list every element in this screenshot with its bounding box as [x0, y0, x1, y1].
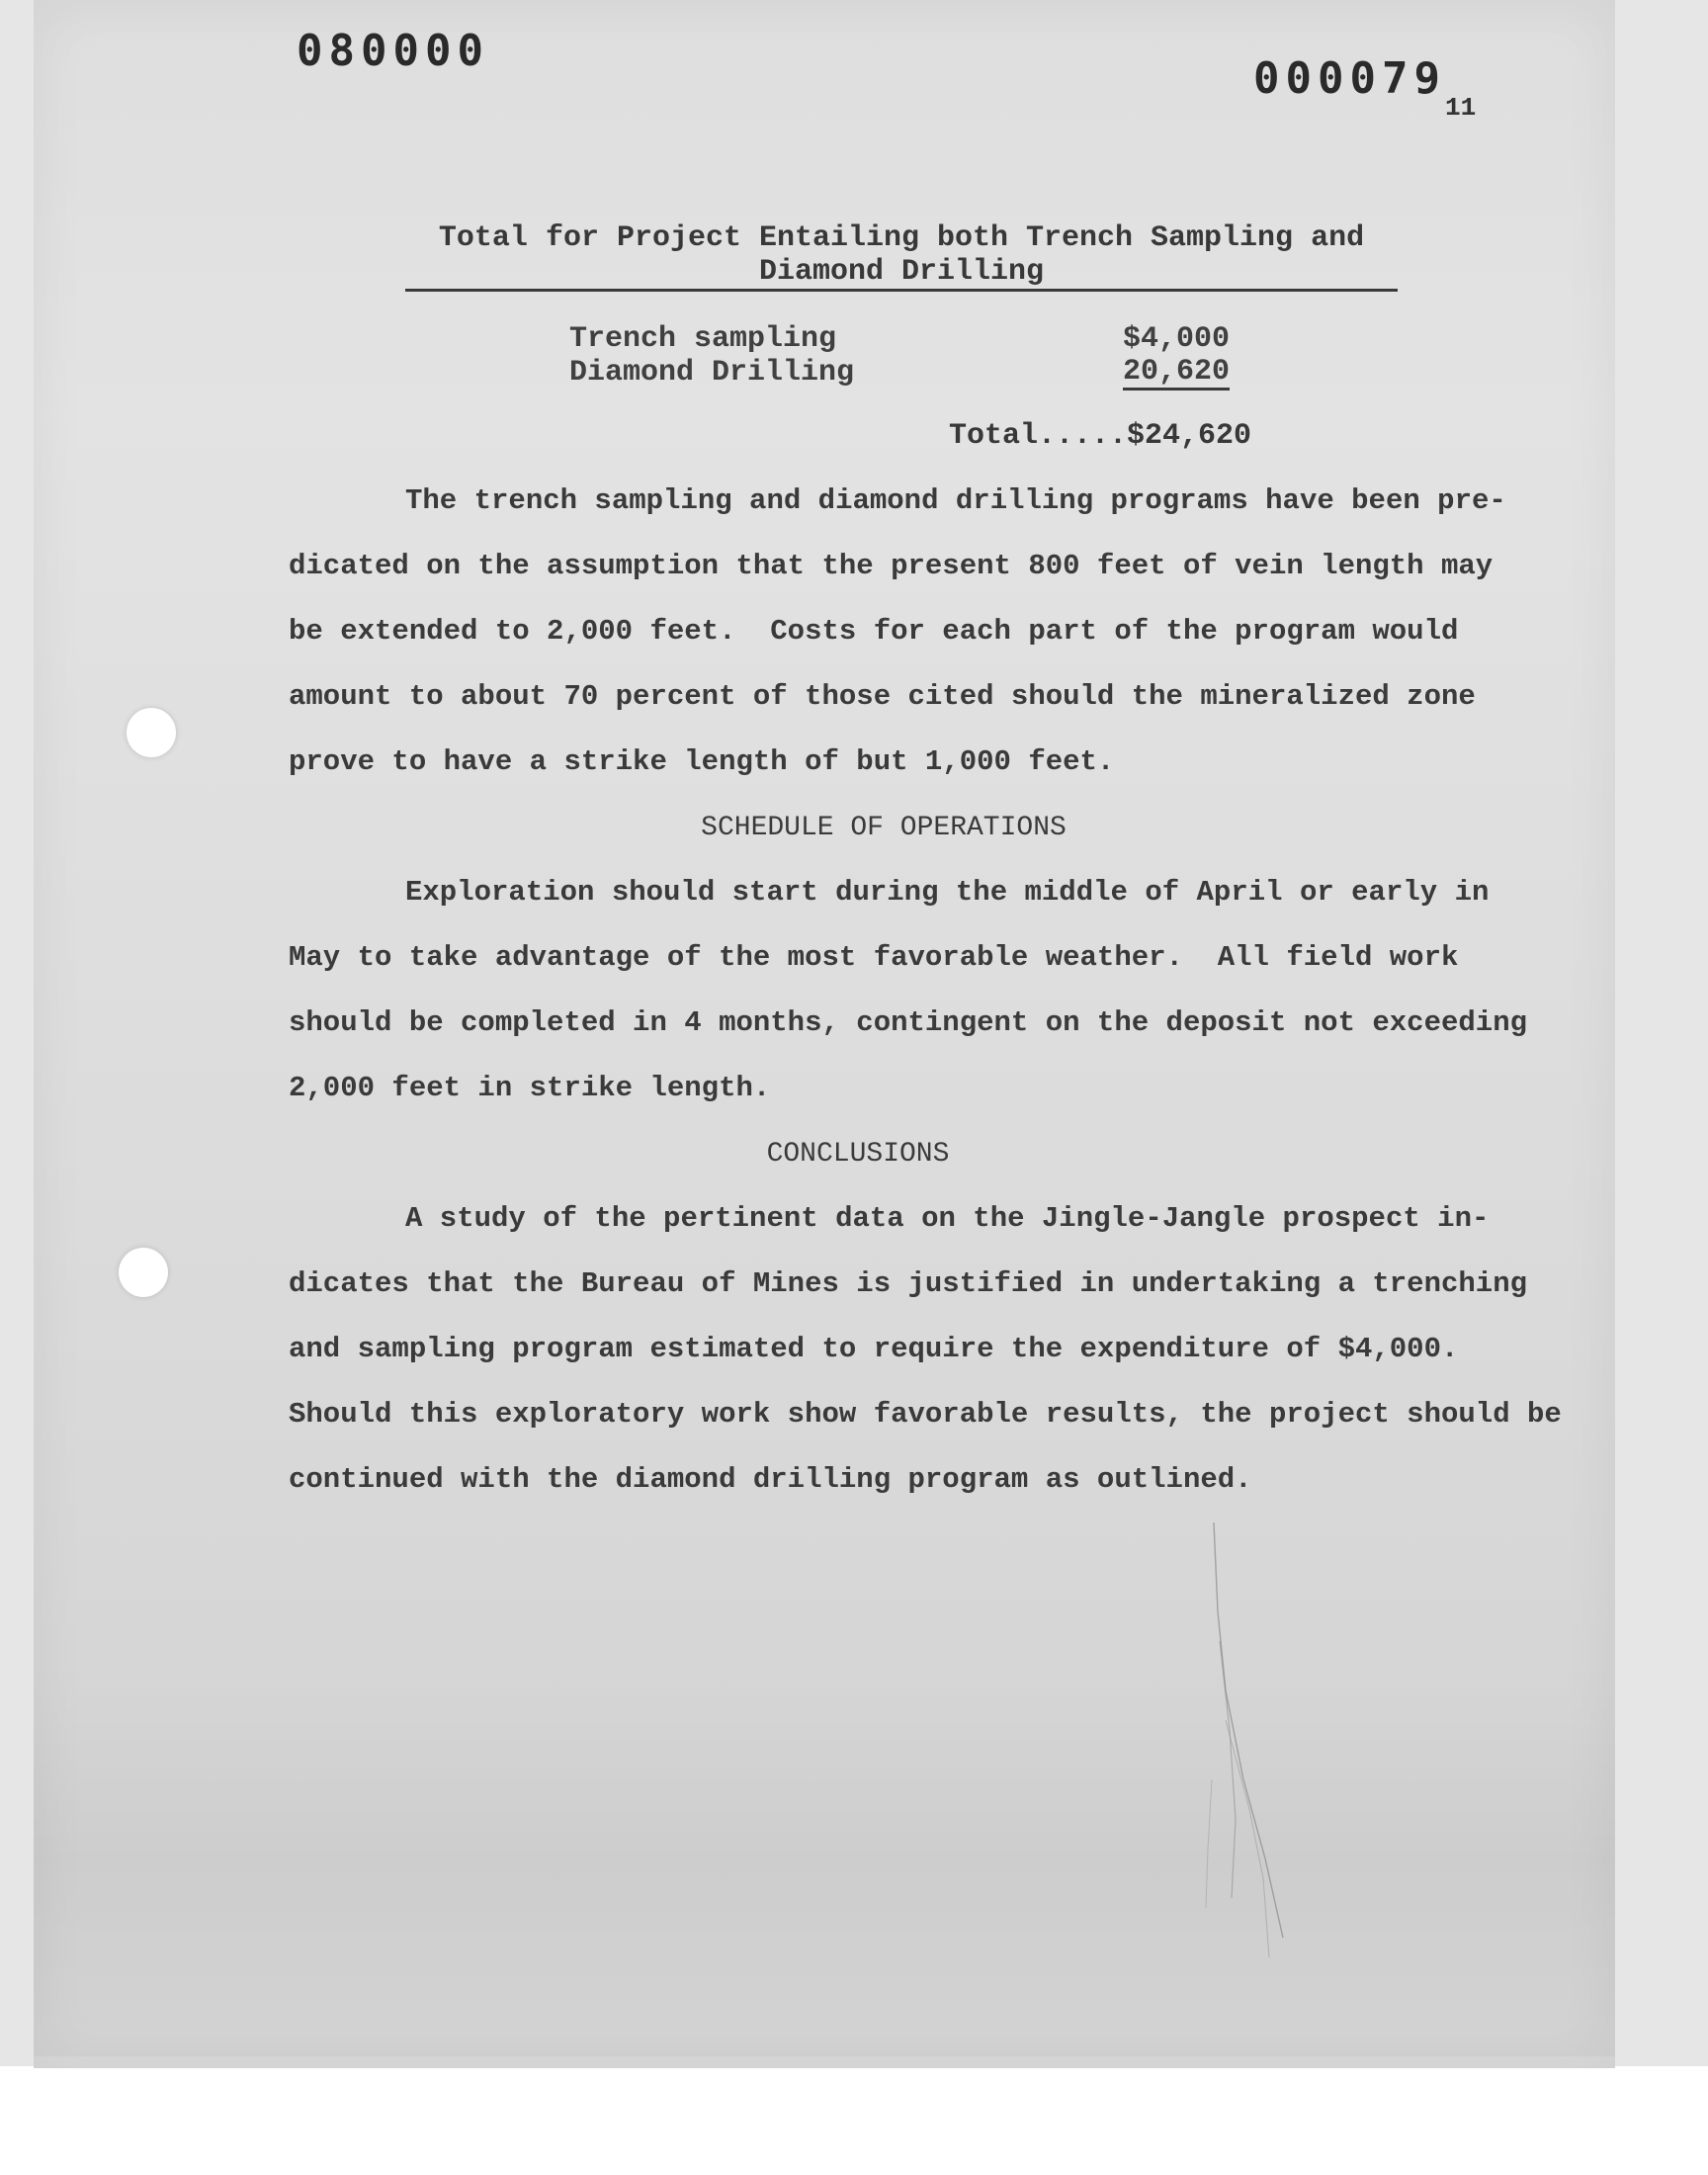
cost-value: 20,620 — [1122, 355, 1230, 389]
schedule-section-title: SCHEDULE OF OPERATIONS — [701, 813, 1067, 843]
paragraph-line: The trench sampling and diamond drilling programs have been pre- — [405, 484, 1506, 517]
cost-label: Trench sampling — [569, 322, 837, 356]
paragraph-line: dicated on the assumption that the present 800 feet of vein length may — [289, 550, 1494, 582]
punch-hole — [127, 708, 176, 757]
paragraph-line: and sampling program estimated to require the expenditure of $4,000. — [289, 1333, 1459, 1365]
paragraph-line: should be completed in 4 months, contingent on the deposit not exceeding — [289, 1006, 1528, 1039]
paragraph-line: Should this exploratory work show favorable results, the project should be — [289, 1398, 1562, 1431]
cost-row-diamond — [569, 356, 1230, 391]
paper-scratch-marks — [1196, 1522, 1315, 1967]
paragraph-line: continued with the diamond drilling program as outlined. — [289, 1463, 1252, 1496]
schedule-paragraph — [289, 860, 1528, 1121]
cost-value: $4,000 — [1122, 322, 1230, 356]
cost-row-trench — [569, 322, 1230, 356]
conclusions-section-title: CONCLUSIONS — [766, 1139, 950, 1170]
cost-label: Diamond Drilling — [569, 356, 855, 390]
cost-summary-heading: Total for Project Entailing both Trench Sampling and Diamond Drilling — [405, 221, 1398, 292]
paragraph-line: Exploration should start during the middle of April or early in — [405, 876, 1490, 909]
stamp-number-right: 000079 — [1253, 53, 1446, 104]
paragraph-line: A study of the pertinent data on the Jingle-Jangle prospect in- — [405, 1202, 1490, 1235]
intro-paragraph — [289, 469, 1514, 795]
paragraph-line: 2,000 feet in strike length. — [289, 1072, 771, 1104]
cost-total: Total.....$24,620 — [949, 419, 1252, 453]
paragraph-line: May to take advantage of the most favorable weather. All field work — [289, 941, 1459, 974]
paragraph-line: dicates that the Bureau of Mines is justified in undertaking a trenching — [289, 1267, 1528, 1300]
paragraph-line: amount to about 70 percent of those cited should the mineralized zone — [289, 680, 1476, 713]
punch-hole — [119, 1248, 168, 1297]
stamp-number-left: 080000 — [297, 26, 489, 76]
conclusions-paragraph — [289, 1186, 1562, 1513]
page-shading — [34, 1661, 1615, 2056]
paragraph-line: be extended to 2,000 feet. Costs for each part of the program would — [289, 615, 1459, 648]
page-number: 11 — [1445, 93, 1477, 123]
paragraph-line: prove to have a strike length of but 1,000 feet. — [289, 745, 1115, 778]
